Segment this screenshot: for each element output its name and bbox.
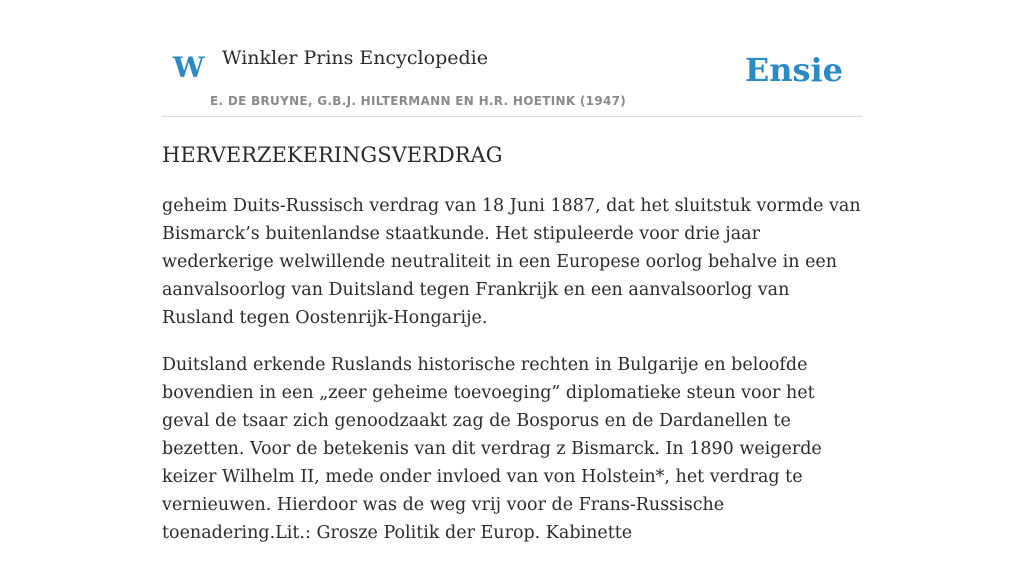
page xyxy=(162,0,862,543)
publication-authors: E. DE BRUYNE, G.B.J. HILTERMANN EN H.R. HOETINK (1947) xyxy=(210,94,627,108)
article-body xyxy=(162,192,862,566)
article-paragraph: geheim Duits-Russisch verdrag van 18 Juni 1887, dat het sluitstuk vormde van Bismarck’s buitenlandse staatkunde. Het stipuleerde voor drie jaar wederkerige welwillende neutraliteit in een Europese oorlog behalve in een aanvalsoorlog van Duitsland tegen Frankrijk en een aanvalsoorlog van Rusland tegen Oostenrijk-Hongarije. xyxy=(162,196,861,328)
brand-logo-link[interactable]: Ensie xyxy=(744,51,843,89)
article-paragraph: Duitsland erkende Ruslands historische rechten in Bulgarije en beloofde bovendien in een „zeer geheime toevoeging” diplomatieke steun voor het geval de tsaar zich genoodzaakt zag de Bosporus en de Dardanellen te bezetten. Voor de betekenis van dit verdrag z Bismarck. In 1890 weigerde keizer Wilhelm II, mede onder invloed van von Holstein*, het verdrag te vernieuwen. Hierdoor was de weg vrij voor de Frans-Russische toenadering.Lit.: Grosze Politik der Europ. Kabinette xyxy=(162,355,822,543)
entry-title: HERVERZEKERINGSVERDRAG xyxy=(162,143,503,167)
header xyxy=(162,0,862,117)
publication-title[interactable]: Winkler Prins Encyclopedie xyxy=(222,47,488,69)
publication-logo-icon[interactable]: W xyxy=(173,51,205,84)
